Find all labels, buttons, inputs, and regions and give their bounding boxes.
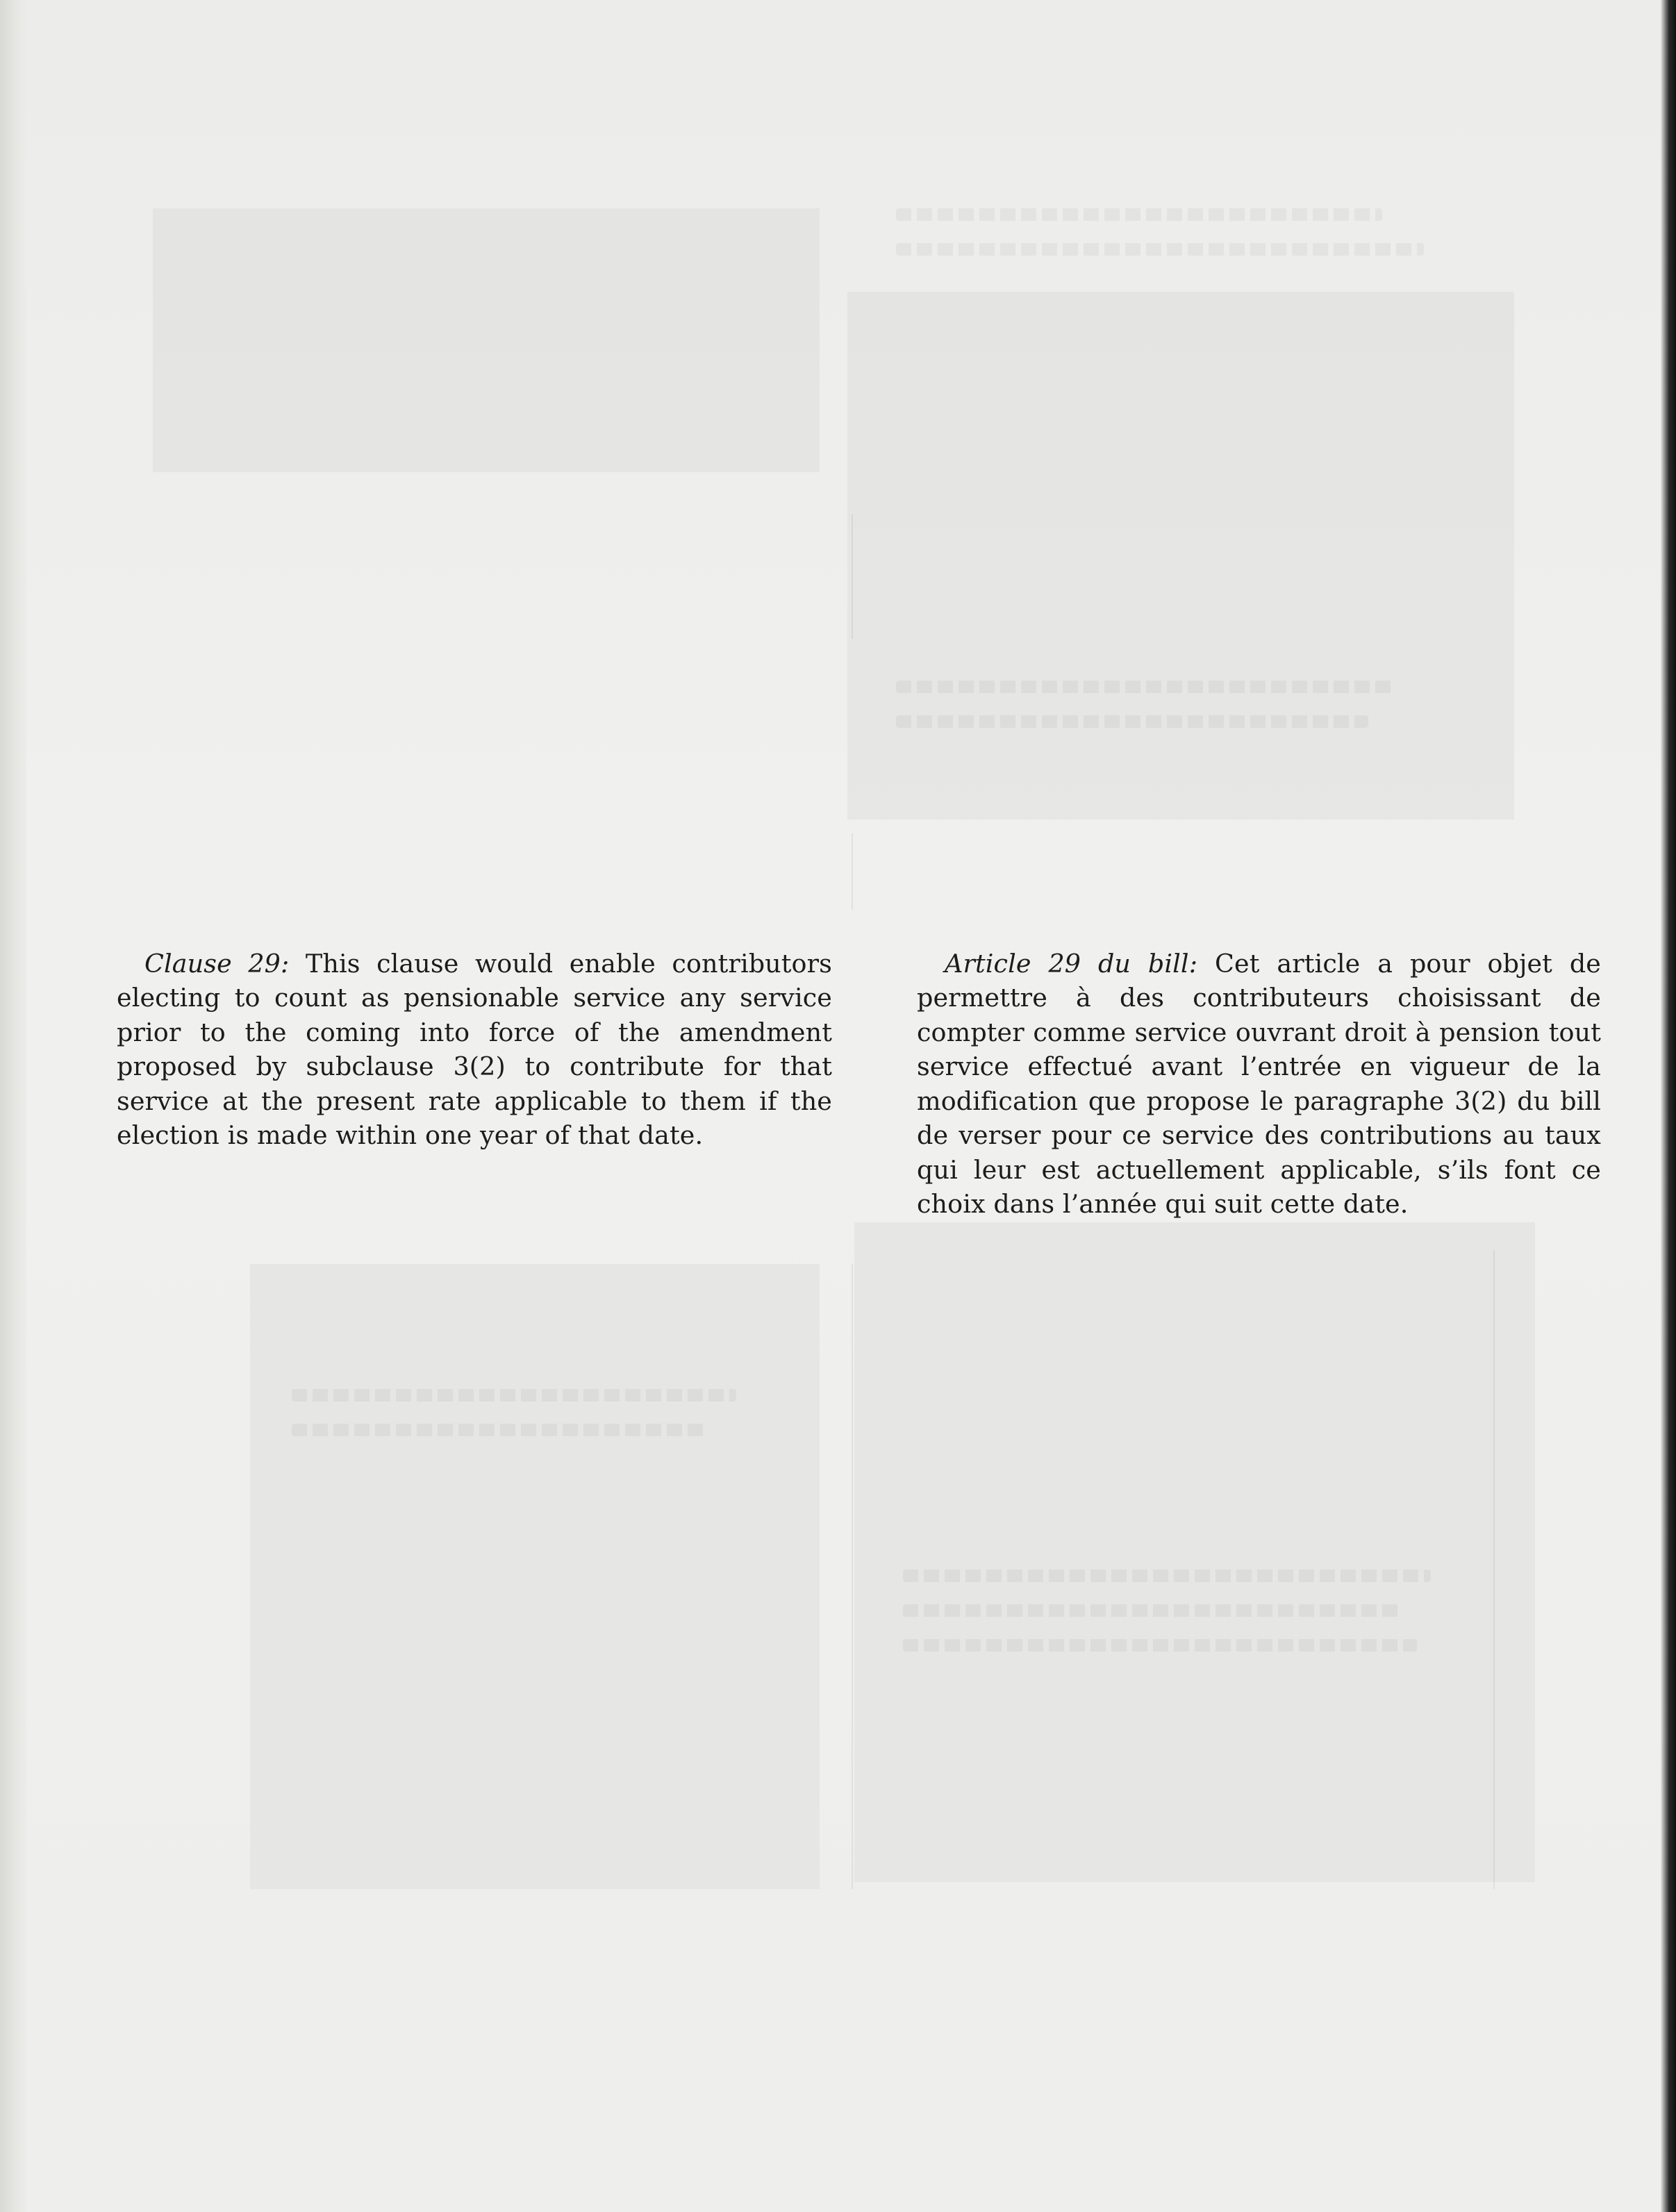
show-through-text xyxy=(903,1604,1403,1617)
show-through-text xyxy=(292,1424,708,1436)
show-through-text xyxy=(896,681,1396,693)
show-through-rule xyxy=(1493,1250,1495,1889)
show-through-rule xyxy=(852,833,853,910)
show-through-block xyxy=(250,1264,820,1889)
french-clause-note xyxy=(917,947,1601,1222)
french-clause-lead: Article 29 du bill: xyxy=(945,948,1198,979)
show-through-block xyxy=(153,208,820,472)
french-clause-body: Cet article a pour objet de permettre à des contributeurs choisissant de compter comme service ouvrant droit à pension tout service effectué avant l’entrée en vigueur de la modification que propose le paragraphe 3(2) du bill de verser pour ce service des contributions au taux qui leur est actuellement applicable, s’ils font ce choix dans l’année qui suit cette date. xyxy=(917,948,1601,1219)
english-clause-lead: Clause 29: xyxy=(144,948,290,979)
show-through-text xyxy=(896,243,1424,256)
show-through-text xyxy=(903,1639,1417,1652)
english-clause-body: This clause would enable contributors electing to count as pensionable service any service prior to the coming into force of the amendment proposed by subclause 3(2) to contribute for that service at the present rate applicable to them if the election is made within one year of that date. xyxy=(117,948,833,1150)
english-clause-note xyxy=(117,947,832,1153)
show-through-text xyxy=(896,715,1368,728)
show-through-rule xyxy=(852,1264,853,1889)
show-through-block xyxy=(847,292,1514,820)
show-through-block xyxy=(854,1222,1535,1882)
show-through-text xyxy=(292,1389,736,1402)
show-through-text xyxy=(903,1570,1431,1582)
page-right-edge xyxy=(1661,0,1676,2212)
show-through-text xyxy=(896,208,1382,221)
show-through-rule xyxy=(852,514,853,639)
page-left-shadow xyxy=(0,0,26,2212)
